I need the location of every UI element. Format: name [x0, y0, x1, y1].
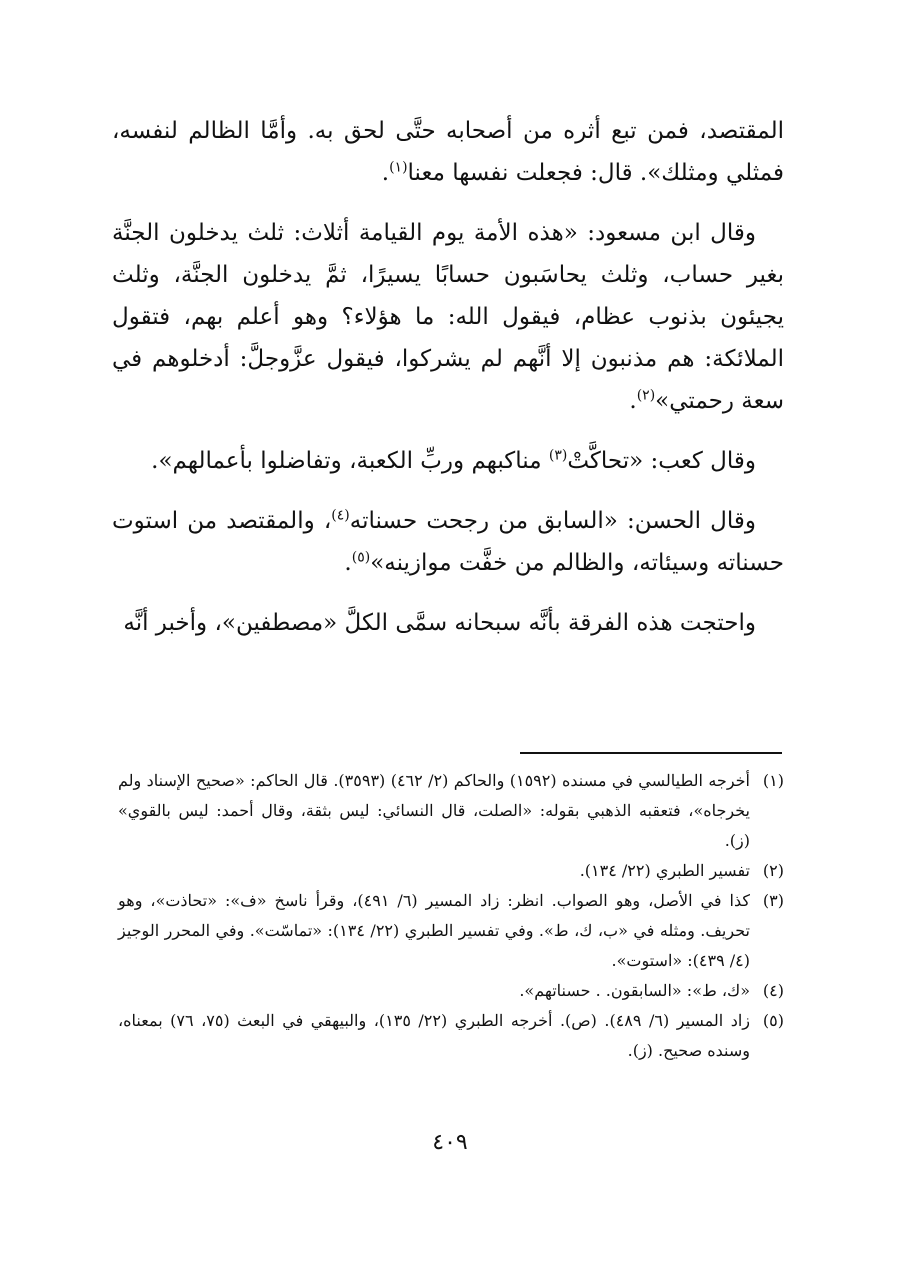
paragraph-3-text-b: مناكبهم وربِّ الكعبة، وتفاضلوا بأعمالهم». [151, 448, 549, 474]
footnote-ref-5: (٥) [351, 549, 371, 566]
footnote-text: أخرجه الطيالسي في مسنده (١٥٩٢) والحاكم (٢/ ٤٦٢) (٣٥٩٣). قال الحاكم: «صحيح الإسناد ولم يخرجاه»، فتعقبه الذهبي بقوله: «الصلت، قال النسائي: ليس بثقة، وقال أحمد: ليس بالقوي» (ز). [118, 771, 750, 850]
footnote-text: كذا في الأصل، وهو الصواب. انظر: زاد المسير (٦/ ٤٩١)، وقرأ ناسخ «ف»: «تحاذت»، وهو تحريف. ومثله في «ب، ك، ط». وفي تفسير الطبري (٢٢/ ١٣٤): «تماسّت». وفي المحرر الوجيز (٤/ ٤٣٩): «استوت». [118, 891, 750, 970]
main-text [112, 110, 784, 662]
footnote-ref-4: (٤) [331, 507, 350, 524]
paragraph-3 [112, 440, 784, 482]
paragraph-2-end: . [629, 388, 637, 414]
paragraph-1-end: . [381, 160, 390, 186]
footnote-number: (٤) [762, 981, 784, 1000]
paragraph-1 [112, 110, 784, 194]
paragraph-4-text-a: وقال الحسن: «السابق من رجحت حسناته [349, 508, 756, 534]
paragraph-2-text: وقال ابن مسعود: «هذه الأمة يوم القيامة أثلاث: ثلث يدخلون الجنَّة بغير حساب، وثلث يحاسَبون حسابًا يسيرًا، ثمَّ يدخلون الجنَّة، وثلث يجيئون بذنوب عظام، فيقول الله: ما هؤلاء؟ وهو أعلم بهم، فتقول الملائكة: هم مذنبون إلا أنَّهم لم يشركوا، فيقول عزَّوجلَّ: أدخلوهم في سعة رحمتي» [112, 220, 784, 414]
footnote-4 [118, 976, 784, 1006]
footnote-5 [118, 1006, 784, 1066]
paragraph-1-text: المقتصد، فمن تبع أثره من أصحابه حتَّى لحق به. وأمَّا الظالم لنفسه، فمثلي ومثلك». قال: فجعلت نفسها معنا [112, 118, 784, 186]
page-number: ٤٠٩ [432, 1130, 468, 1155]
paragraph-4-end: . [344, 550, 352, 576]
paragraph-2 [112, 212, 784, 422]
footnote-ref-2: (٢) [636, 387, 656, 404]
paragraph-3-text-a: وقال كعب: «تحاكَّتْ [567, 448, 756, 474]
footnote-text: «ك، ط»: «السابقون. . حسناتهم». [519, 981, 750, 1000]
paragraph-4-text-b: ، والمقتصد من استوت حسناته وسيئاته، والظالم من خفَّت موازينه» [112, 508, 784, 576]
footnotes [118, 766, 784, 1066]
footnote-text: تفسير الطبري (٢٢/ ١٣٤). [579, 861, 750, 880]
footnote-2 [118, 856, 784, 886]
footnote-text: زاد المسير (٦/ ٤٨٩). (ص). أخرجه الطبري (٢٢/ ١٣٥)، والبيهقي في البعث (٧٥، ٧٦) بمعناه، وسنده صحيح. (ز). [118, 1011, 750, 1060]
footnote-ref-3: (٣) [548, 447, 568, 464]
footnote-number: (١) [762, 771, 784, 790]
footnote-1 [118, 766, 784, 856]
paragraph-5-text: واحتجت هذه الفرقة بأنَّه سبحانه سمَّى الكلَّ «مصطفين»، وأخبر أنَّه [123, 610, 756, 636]
paragraph-5 [112, 602, 784, 644]
footnote-separator [520, 752, 782, 754]
footnote-number: (٣) [762, 891, 784, 910]
footnote-number: (٥) [762, 1011, 784, 1030]
footnote-3 [118, 886, 784, 976]
footnote-ref-1: (١) [389, 159, 408, 176]
footnote-number: (٢) [762, 861, 784, 880]
paragraph-4 [112, 500, 784, 584]
